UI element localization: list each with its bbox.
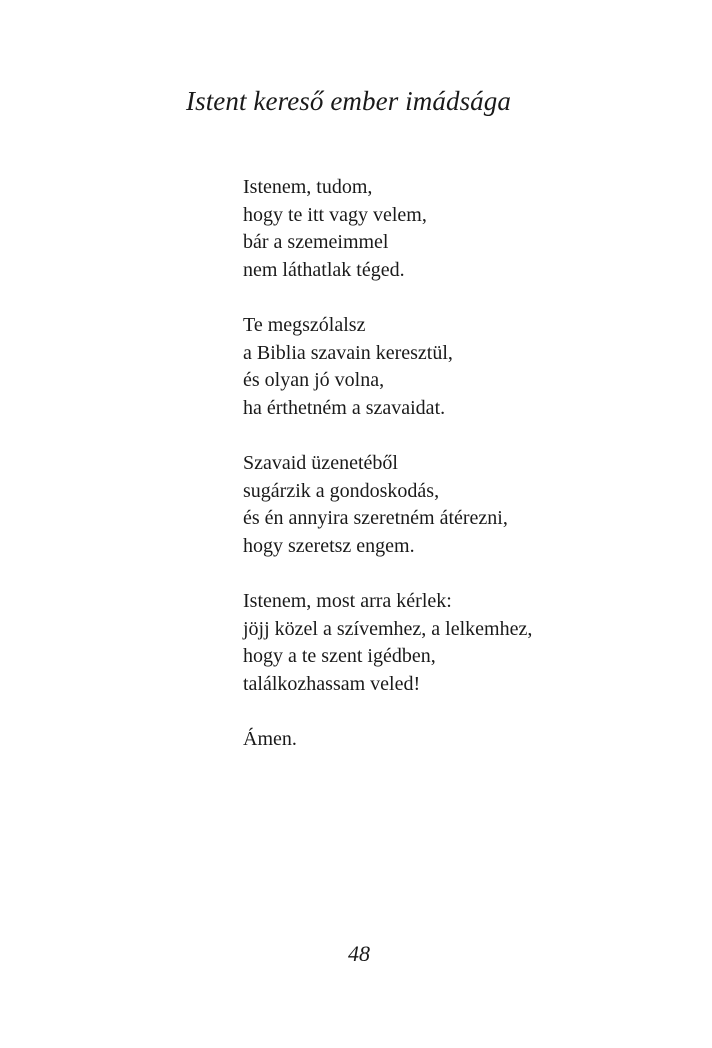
poem-line: Istenem, most arra kérlek: bbox=[243, 589, 452, 612]
poem-line: Istenem, tudom, bbox=[243, 176, 373, 198]
poem-line: Szavaid üzenetéből bbox=[243, 451, 398, 474]
poem-line: ha érthetném a szavaidat. bbox=[243, 396, 446, 419]
poem-line: hogy te itt vagy velem, bbox=[243, 203, 427, 226]
poem-line: bár a szemeimmel bbox=[243, 231, 389, 254]
page-number: 48 bbox=[348, 941, 370, 966]
stanza-1 bbox=[243, 174, 532, 284]
poem-line: a Biblia szavain keresztül, bbox=[243, 341, 453, 364]
stanza-4 bbox=[243, 588, 532, 698]
poem-line: Te megszólalsz bbox=[243, 313, 366, 336]
poem-line-amen: Ámen. bbox=[243, 727, 297, 750]
stanza-2 bbox=[243, 312, 532, 422]
poem-line: hogy szeretsz engem. bbox=[243, 534, 415, 557]
poem-line: nem láthatlak téged. bbox=[243, 258, 405, 281]
stanza-3 bbox=[243, 450, 532, 560]
poem-line: sugárzik a gondoskodás, bbox=[243, 479, 440, 502]
poem-line: jöjj közel a szívemhez, a lelkemhez, bbox=[243, 617, 533, 640]
poem-title: Istent kereső ember imádsága bbox=[186, 86, 511, 116]
stanza-5 bbox=[243, 726, 532, 754]
poem-line: találkozhassam veled! bbox=[243, 672, 421, 695]
poem-line: és én annyira szeretném átérezni, bbox=[243, 507, 508, 530]
poem-line: és olyan jó volna, bbox=[243, 369, 385, 392]
poem-line: hogy a te szent igédben, bbox=[243, 645, 436, 668]
poem-body bbox=[243, 174, 532, 781]
